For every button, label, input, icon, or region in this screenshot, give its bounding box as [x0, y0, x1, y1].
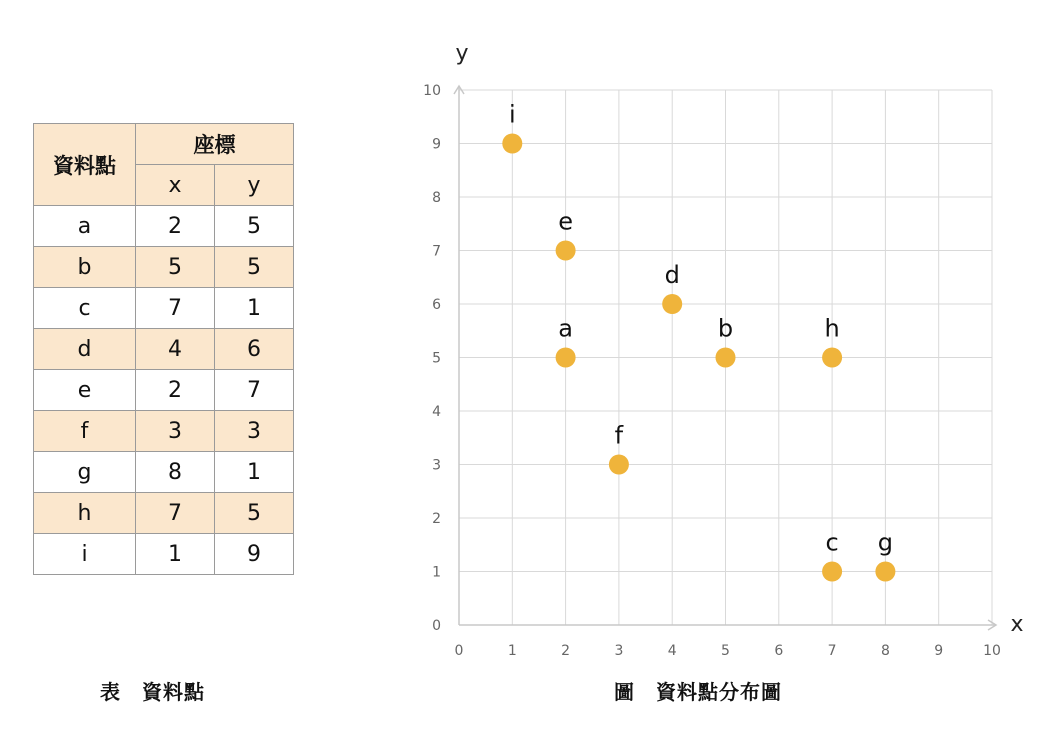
y-tick-label: 3: [432, 457, 441, 474]
table-cell-label: f: [34, 411, 136, 452]
table-cell-label: a: [34, 206, 136, 247]
table-cell-y: 3: [215, 411, 294, 452]
header-x: x: [136, 165, 215, 206]
data-label-d: d: [664, 261, 680, 289]
data-label-b: b: [717, 314, 734, 343]
x-tick-label: 9: [934, 643, 944, 659]
table-cell-x: 1: [136, 534, 215, 575]
y-tick-label: 6: [432, 297, 441, 313]
data-point-b: [716, 348, 736, 368]
table-cell-label: b: [34, 247, 136, 288]
data-label-e: e: [558, 207, 573, 236]
data-point-d: [662, 294, 682, 314]
data-point-a: [556, 348, 576, 368]
header-coordinates: 座標: [136, 124, 294, 165]
table-cell-label: i: [34, 534, 136, 575]
table-cell-label: c: [34, 288, 136, 329]
table-cell-x: 3: [136, 411, 215, 452]
y-tick-label: 5: [432, 350, 441, 367]
x-tick-label: 4: [667, 643, 677, 659]
table-cell-y: 1: [215, 288, 294, 329]
data-point-e: [556, 241, 576, 261]
table-cell-y: 9: [215, 534, 294, 575]
x-tick-label: 0: [454, 643, 464, 659]
table-cell-x: 2: [136, 206, 215, 247]
data-label-a: a: [558, 314, 573, 343]
x-tick-label: 8: [880, 643, 890, 659]
table-cell-y: 6: [215, 329, 294, 370]
data-point-i: [502, 134, 522, 154]
y-tick-label: 2: [432, 511, 441, 527]
y-tick-label: 7: [432, 243, 441, 260]
table-cell-label: e: [34, 370, 136, 411]
data-label-g: g: [877, 528, 894, 557]
y-axis-label: y: [455, 41, 469, 66]
table-cell-y: 1: [215, 452, 294, 493]
data-point-f: [609, 455, 629, 475]
y-tick-label: 8: [432, 190, 441, 206]
header-y: y: [215, 165, 294, 206]
table-cell-label: d: [34, 329, 136, 370]
x-tick-label: 7: [827, 643, 837, 659]
table-cell-x: 7: [136, 493, 215, 534]
x-tick-label: 10: [983, 643, 1001, 659]
table-cell-y: 7: [215, 370, 294, 411]
table-cell-x: 5: [136, 247, 215, 288]
y-tick-label: 10: [423, 83, 441, 99]
data-point-c: [822, 562, 842, 582]
table-cell-label: g: [34, 452, 136, 493]
data-label-f: f: [614, 421, 624, 450]
y-tick-label: 4: [432, 404, 441, 420]
table-cell-y: 5: [215, 206, 294, 247]
table-caption: 表 資料點: [100, 680, 205, 704]
y-tick-label: 0: [432, 618, 441, 634]
table-cell-y: 5: [215, 493, 294, 534]
table-cell-x: 4: [136, 329, 215, 370]
data-label-c: c: [825, 528, 839, 557]
table-cell-x: 8: [136, 452, 215, 493]
x-axis-label: x: [1010, 612, 1024, 637]
data-point-h: [822, 348, 842, 368]
x-tick-label: 2: [561, 643, 571, 659]
y-tick-label: 1: [432, 564, 441, 581]
table-cell-label: h: [34, 493, 136, 534]
x-tick-label: 1: [507, 643, 517, 659]
x-tick-label: 5: [721, 643, 730, 659]
data-label-i: i: [508, 100, 516, 129]
table-cell-x: 7: [136, 288, 215, 329]
table-cell-y: 5: [215, 247, 294, 288]
x-tick-label: 3: [614, 643, 624, 659]
data-point-g: [875, 562, 895, 582]
x-tick-label: 6: [774, 643, 784, 659]
header-data-point: 資料點: [34, 124, 136, 206]
table-cell-x: 2: [136, 370, 215, 411]
chart-caption: 圖 資料點分布圖: [614, 680, 782, 704]
data-label-h: h: [824, 314, 840, 343]
y-tick-label: 9: [432, 136, 441, 153]
